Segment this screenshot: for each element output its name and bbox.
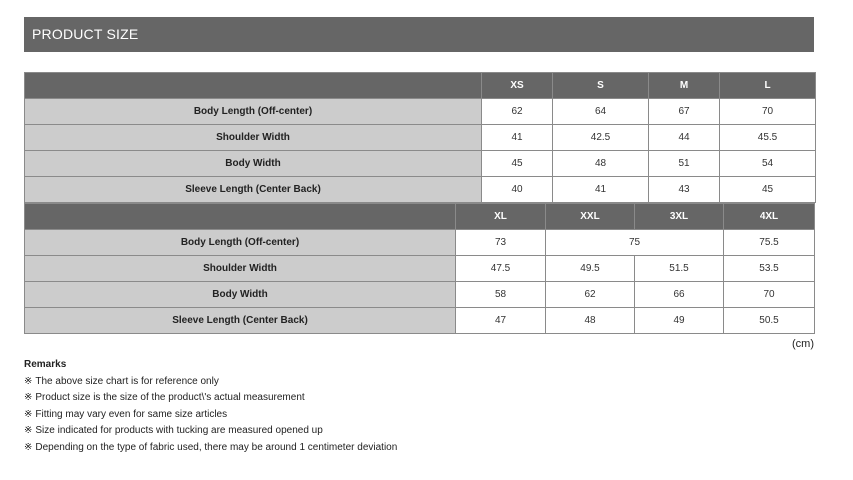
table-cell: 45.5 <box>720 125 816 151</box>
table-cell: 70 <box>720 99 816 125</box>
table-row <box>25 151 816 177</box>
size-header-l: L <box>720 73 816 99</box>
table-row <box>25 282 815 308</box>
table-cell: 41 <box>482 125 553 151</box>
section-header <box>24 17 814 52</box>
remarks-section <box>24 357 397 456</box>
reference-mark-icon: ※ <box>24 408 33 420</box>
size-header-m: M <box>649 73 720 99</box>
remark-item <box>24 423 397 440</box>
table-cell: 50.5 <box>724 308 815 334</box>
table-cell: 49.5 <box>546 256 635 282</box>
row-label: Body Length (Off-center) <box>25 99 482 125</box>
reference-mark-icon: ※ <box>24 425 33 436</box>
table-cell: 43 <box>649 177 720 203</box>
reference-mark-icon: ※ <box>24 441 33 453</box>
reference-mark-icon: ※ <box>24 392 33 403</box>
table-cell: 47 <box>456 308 546 334</box>
row-label: Shoulder Width <box>25 125 482 151</box>
table-cell: 62 <box>546 282 635 308</box>
table-row <box>25 230 815 256</box>
table-cell: 42.5 <box>553 125 649 151</box>
table-row <box>25 125 816 151</box>
table-cell: 67 <box>649 99 720 125</box>
size-header-3xl: 3XL <box>635 204 724 230</box>
table-row <box>25 308 815 334</box>
remarks-title: Remarks <box>24 359 67 370</box>
unit-label: (cm) <box>792 338 814 350</box>
table-cell: 45 <box>482 151 553 177</box>
table-cell: 73 <box>456 230 546 256</box>
table-cell: 49 <box>635 308 724 334</box>
remark-text: Depending on the type of fabric used, there may be around 1 centimeter deviation <box>35 441 398 453</box>
table-cell: 64 <box>553 99 649 125</box>
table-cell: 51.5 <box>635 256 724 282</box>
size-header-xl: XL <box>456 204 546 230</box>
table-cell: 48 <box>546 308 635 334</box>
table-cell-merged: 75 <box>546 230 724 256</box>
table-row <box>25 99 816 125</box>
remark-item <box>24 407 397 424</box>
table-row <box>25 256 815 282</box>
table-cell: 44 <box>649 125 720 151</box>
size-header-s: S <box>553 73 649 99</box>
remark-item <box>24 390 397 407</box>
header-blank-cell <box>25 73 482 99</box>
size-table-2 <box>24 203 815 334</box>
row-label: Sleeve Length (Center Back) <box>25 308 456 334</box>
page-title: PRODUCT SIZE <box>32 26 139 42</box>
size-header-xxl: XXL <box>546 204 635 230</box>
table-cell: 40 <box>482 177 553 203</box>
remark-item <box>24 440 397 457</box>
remark-item <box>24 374 397 391</box>
table-cell: 41 <box>553 177 649 203</box>
table-cell: 45 <box>720 177 816 203</box>
row-label: Sleeve Length (Center Back) <box>25 177 482 203</box>
reference-mark-icon: ※ <box>24 375 33 387</box>
remark-text: Size indicated for products with tucking are measured opened up <box>35 425 323 436</box>
remark-text: Product size is the size of the product\'s actual measurement <box>35 392 305 403</box>
size-header-xs: XS <box>482 73 553 99</box>
size-header-row <box>25 204 815 230</box>
header-blank-cell <box>25 204 456 230</box>
row-label: Body Width <box>25 282 456 308</box>
remark-text: The above size chart is for reference only <box>35 375 219 387</box>
table-cell: 58 <box>456 282 546 308</box>
table-cell: 53.5 <box>724 256 815 282</box>
table-cell: 51 <box>649 151 720 177</box>
row-label: Shoulder Width <box>25 256 456 282</box>
table-cell: 70 <box>724 282 815 308</box>
row-label: Body Width <box>25 151 482 177</box>
size-header-4xl: 4XL <box>724 204 815 230</box>
table-cell: 66 <box>635 282 724 308</box>
row-label: Body Length (Off-center) <box>25 230 456 256</box>
remark-text: Fitting may vary even for same size articles <box>35 408 228 420</box>
table-cell: 62 <box>482 99 553 125</box>
table-cell: 54 <box>720 151 816 177</box>
table-row <box>25 177 816 203</box>
size-table-1 <box>24 72 816 203</box>
table-cell: 48 <box>553 151 649 177</box>
table-cell: 75.5 <box>724 230 815 256</box>
size-header-row <box>25 73 816 99</box>
table-cell: 47.5 <box>456 256 546 282</box>
